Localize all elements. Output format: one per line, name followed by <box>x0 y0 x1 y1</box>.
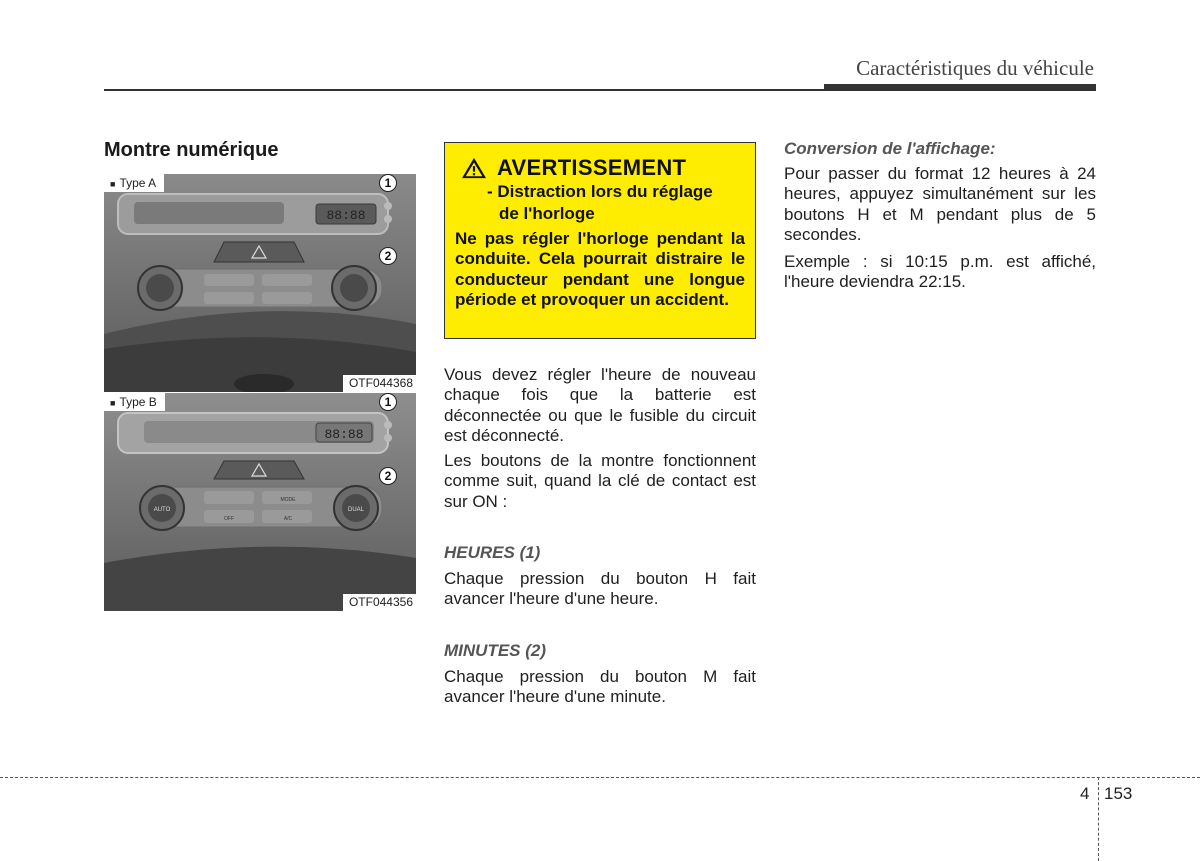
callout-1: 1 <box>379 174 397 192</box>
paragraph-buttons: Les boutons de la montre fonctionnent comme suit, quand la clé de contact est sur ON : <box>444 451 756 511</box>
paragraph-minutes: Chaque pression du bouton M fait avancer l'heure d'une minute. <box>444 667 756 707</box>
callout-2: 2 <box>379 467 397 485</box>
figure-type-b <box>104 393 416 611</box>
paragraph-example: Exemple : si 10:15 p.m. est affiché, l'heure deviendra 22:15. <box>784 252 1096 292</box>
heading-conversion: Conversion de l'affichage: <box>784 139 996 158</box>
warning-body: Ne pas régler l'horloge pendant la conduite. Cela pourrait distraire le conducteur pendant une longue période et provoquer un accident. <box>455 229 745 310</box>
figure-type-a <box>104 174 416 392</box>
clock-display-b: 88:88 <box>324 427 364 442</box>
warning-header <box>459 155 745 181</box>
footer-divider <box>0 777 1200 778</box>
warning-box <box>444 142 756 339</box>
climate-panel-illustration-a <box>104 174 416 392</box>
btn-off-label: OFF <box>224 516 234 522</box>
paragraph-conversion: Pour passer du format 12 heures à 24 heures, appuyez simultanément sur les boutons H et M pendant plus de 5 secondes. <box>784 164 1096 245</box>
page-number: 153 <box>1104 784 1133 803</box>
climate-panel-illustration-b <box>104 393 416 611</box>
header-rule <box>104 89 1096 91</box>
footer-vertical-divider <box>1098 777 1099 861</box>
page-header-title: Caractéristiques du véhicule <box>856 56 1094 80</box>
figure-code: OTF044356 <box>343 594 416 611</box>
callout-1: 1 <box>379 393 397 411</box>
section-title: Montre numérique <box>104 139 279 161</box>
figure-code: OTF044368 <box>343 375 416 392</box>
figure-type-label: ■ Type A <box>104 174 164 192</box>
heading-heures: HEURES (1) <box>444 543 541 562</box>
btn-ac-label: A/C <box>283 516 293 522</box>
heading-minutes: MINUTES (2) <box>444 641 546 660</box>
knob-auto-label: AUTO <box>153 507 171 513</box>
figure-type-label: ■ Type B <box>104 393 165 411</box>
chapter-number: 4 <box>1080 784 1090 803</box>
warning-subtitle: - Distraction lors du réglage de l'horloge <box>487 182 713 223</box>
clock-display-a: 88:88 <box>326 208 366 223</box>
btn-mode-label: MODE <box>280 497 296 503</box>
warning-title: AVERTISSEMENT <box>497 155 687 180</box>
knob-dual-label: DUAL <box>347 507 365 513</box>
paragraph-heures: Chaque pression du bouton H fait avancer l'heure d'une heure. <box>444 569 756 609</box>
callout-2: 2 <box>379 247 397 265</box>
warning-triangle-icon <box>459 156 489 180</box>
paragraph-battery: Vous devez régler l'heure de nouveau chaque fois que la batterie est déconnectée ou que le fusible du circuit est déconnecté. <box>444 365 756 446</box>
